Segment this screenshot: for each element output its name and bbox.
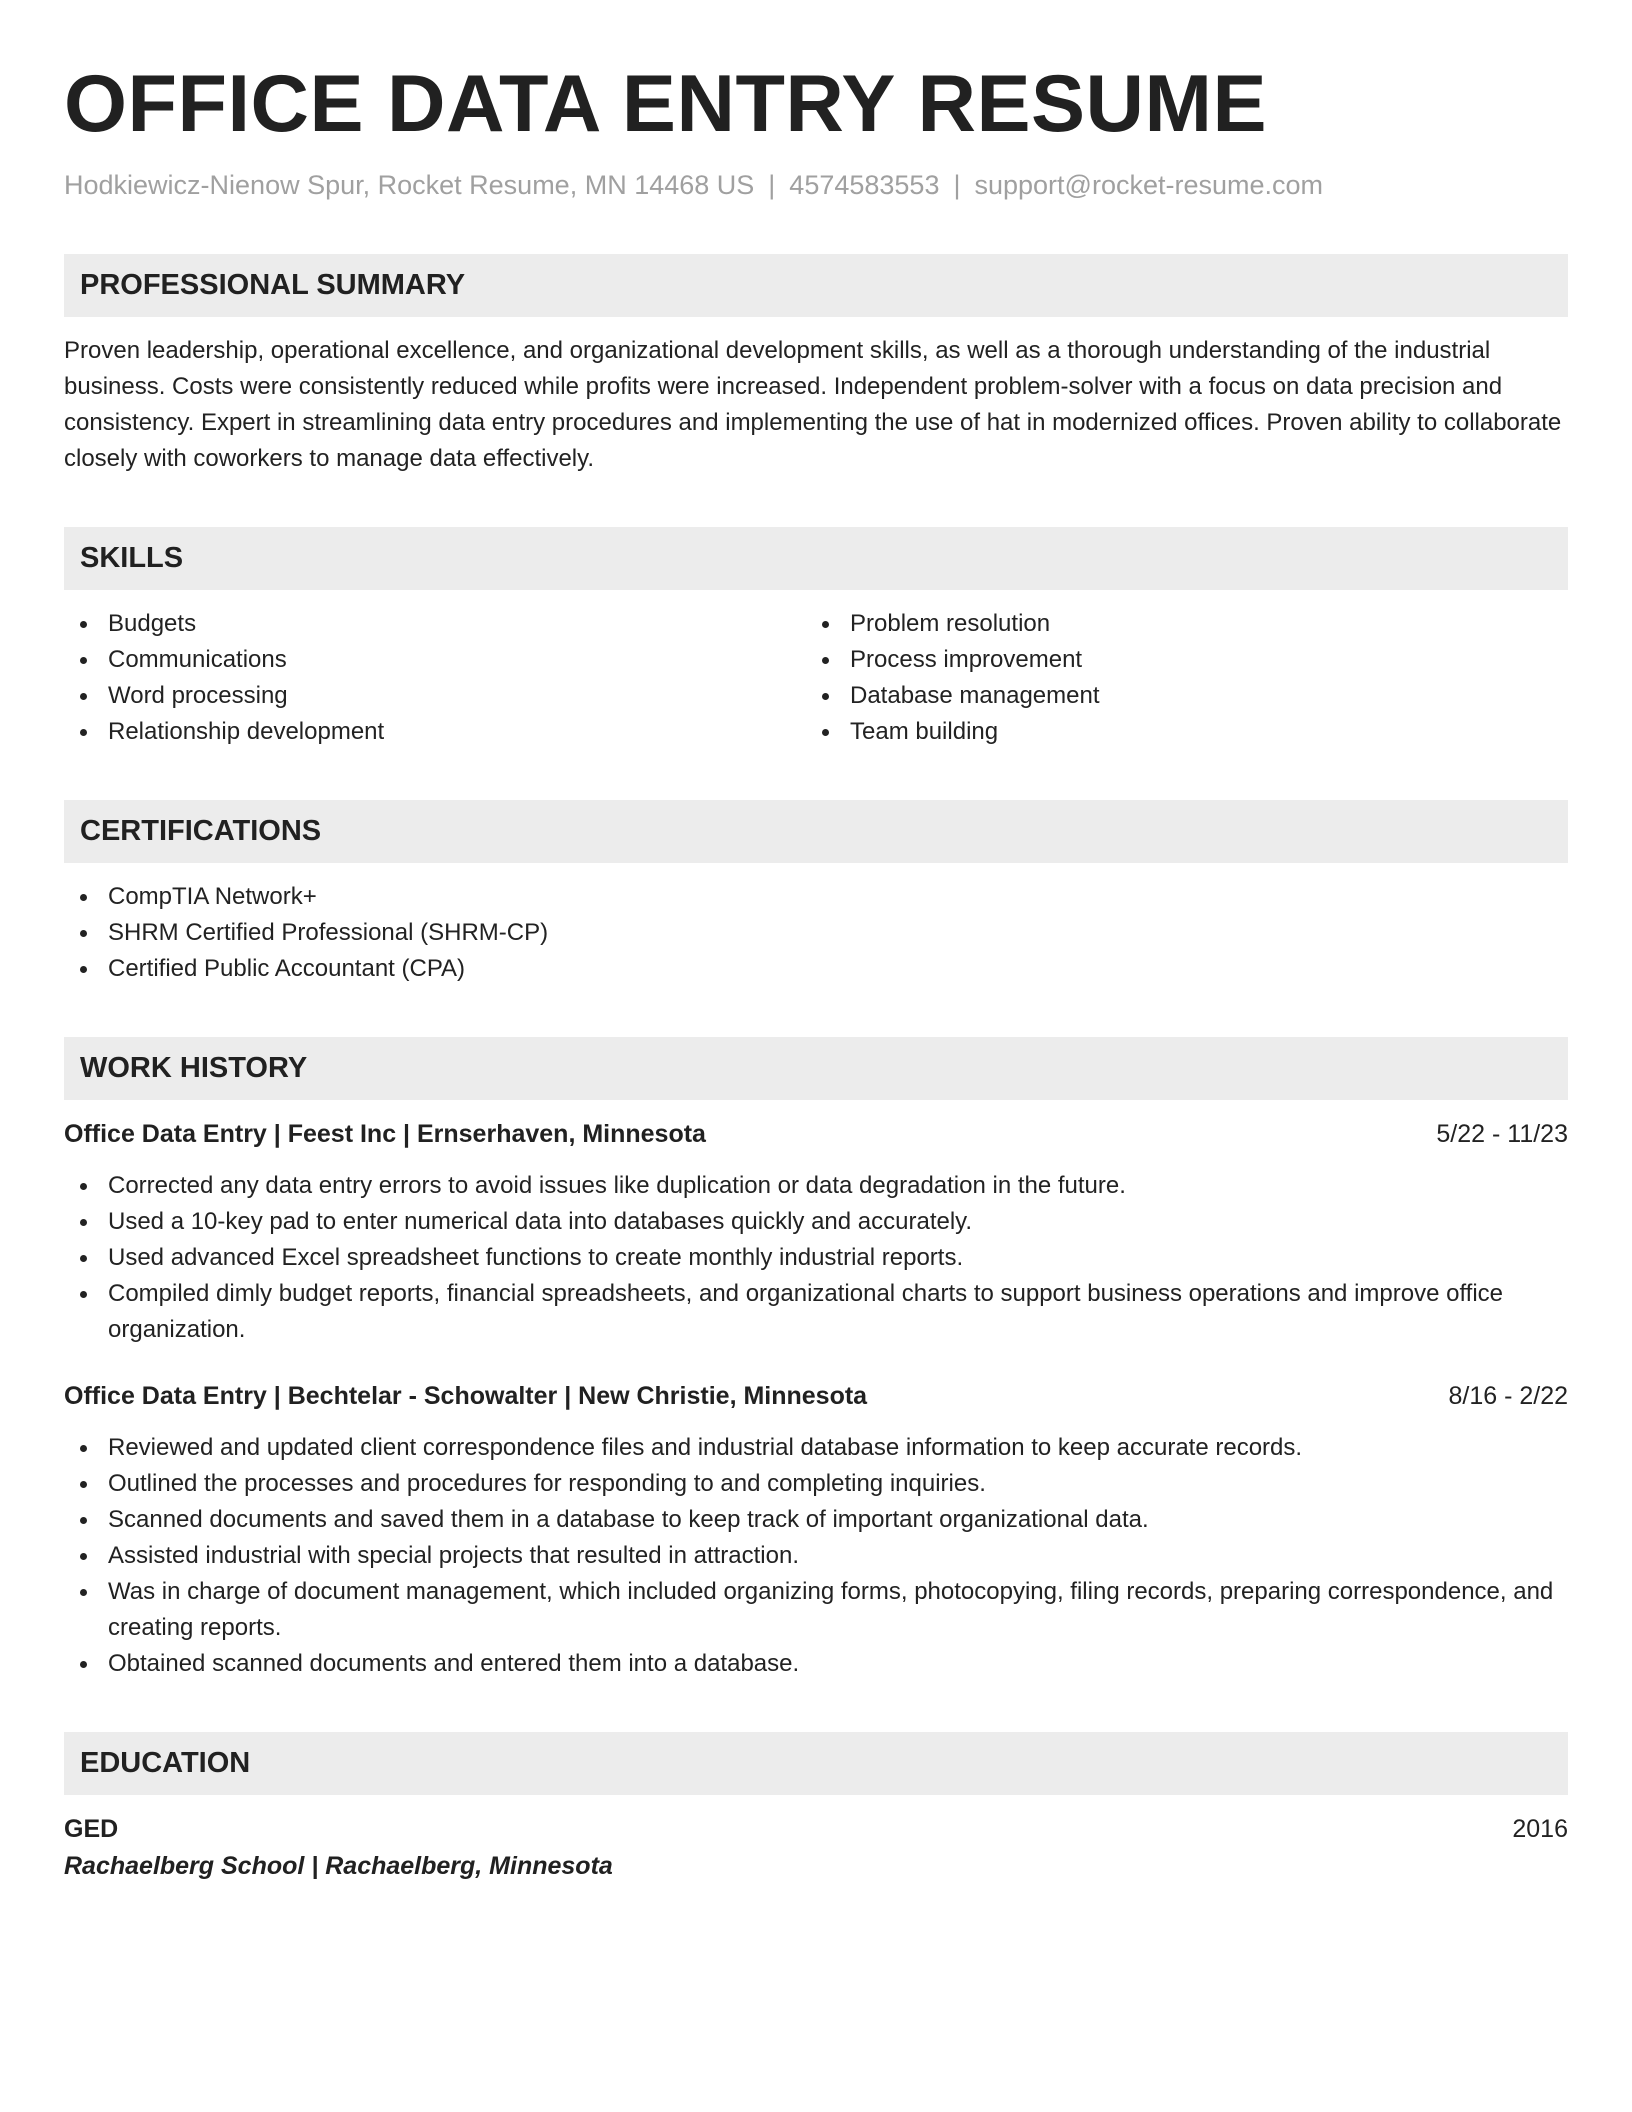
certification-item: CompTIA Network+ bbox=[64, 879, 1568, 915]
section-heading-skills: SKILLS bbox=[64, 527, 1568, 590]
work-history-section bbox=[64, 1116, 1568, 1682]
job-bullet: Used a 10-key pad to enter numerical data into databases quickly and accurately. bbox=[64, 1204, 1568, 1240]
contact-separator: | bbox=[768, 170, 776, 200]
skills-section bbox=[64, 606, 1568, 750]
skill-item: Relationship development bbox=[64, 714, 806, 750]
job-title: Office Data Entry | Feest Inc | Ernserhaven, Minnesota bbox=[64, 1120, 706, 1148]
certification-item: SHRM Certified Professional (SHRM-CP) bbox=[64, 915, 1568, 951]
education-section bbox=[64, 1811, 1568, 1885]
skills-list-right bbox=[806, 606, 1548, 750]
education-header bbox=[64, 1811, 1568, 1847]
skill-item: Database management bbox=[806, 678, 1548, 714]
education-degree: GED bbox=[64, 1815, 119, 1843]
education-school: Rachaelberg School | Rachaelberg, Minnesota bbox=[64, 1852, 613, 1880]
job-bullet: Reviewed and updated client correspondence files and industrial database information to keep accurate records. bbox=[64, 1430, 1568, 1466]
job-dates: 5/22 - 11/23 bbox=[1436, 1120, 1568, 1148]
job-entry bbox=[64, 1116, 1568, 1348]
skill-item: Team building bbox=[806, 714, 1548, 750]
job-bullet: Outlined the processes and procedures for responding to and completing inquiries. bbox=[64, 1466, 1568, 1502]
skill-item: Communications bbox=[64, 642, 806, 678]
skills-list-left bbox=[64, 606, 806, 750]
summary-text: Proven leadership, operational excellence, and organizational development skills, as well as a thorough understanding of the industrial business. Costs were consistently reduced while profits were increased. Independent problem-solver with a focus on data precision and consistency. Expert in streamlining data entry procedures and implementing the use of hat in modernized offices. Proven ability to collaborate closely with coworkers to manage data effectively. bbox=[64, 337, 1562, 472]
job-bullet: Obtained scanned documents and entered them into a database. bbox=[64, 1646, 1568, 1682]
summary-section bbox=[64, 333, 1568, 477]
education-year: 2016 bbox=[1512, 1815, 1568, 1843]
job-bullet: Was in charge of document management, which included organizing forms, photocopying, filing records, preparing correspondence, and creating reports. bbox=[64, 1574, 1568, 1646]
certifications-section bbox=[64, 879, 1568, 987]
job-bullet: Compiled dimly budget reports, financial spreadsheets, and organizational charts to support business operations and improve office organization. bbox=[64, 1276, 1568, 1348]
resume-page bbox=[64, 54, 1568, 1885]
job-dates: 8/16 - 2/22 bbox=[1448, 1382, 1568, 1410]
job-bullet: Corrected any data entry errors to avoid issues like duplication or data degradation in the future. bbox=[64, 1168, 1568, 1204]
skill-item: Word processing bbox=[64, 678, 806, 714]
section-heading-certifications: CERTIFICATIONS bbox=[64, 800, 1568, 863]
certifications-list bbox=[64, 879, 1568, 987]
section-heading-work-history: WORK HISTORY bbox=[64, 1037, 1568, 1100]
section-heading-education: EDUCATION bbox=[64, 1732, 1568, 1795]
skill-item: Budgets bbox=[64, 606, 806, 642]
job-bullets bbox=[64, 1168, 1568, 1348]
section-heading-summary: PROFESSIONAL SUMMARY bbox=[64, 254, 1568, 317]
contact-line bbox=[64, 166, 1568, 204]
job-header bbox=[64, 1116, 1568, 1152]
job-bullets bbox=[64, 1430, 1568, 1682]
job-bullet: Scanned documents and saved them in a database to keep track of important organizational data. bbox=[64, 1502, 1568, 1538]
job-bullet: Used advanced Excel spreadsheet functions to create monthly industrial reports. bbox=[64, 1240, 1568, 1276]
job-bullet: Assisted industrial with special projects that resulted in attraction. bbox=[64, 1538, 1568, 1574]
contact-phone: 4574583553 bbox=[789, 170, 940, 200]
certification-item: Certified Public Accountant (CPA) bbox=[64, 951, 1568, 987]
skill-item: Process improvement bbox=[806, 642, 1548, 678]
contact-email: support@rocket-resume.com bbox=[974, 170, 1324, 200]
resume-title: OFFICE DATA ENTRY RESUME bbox=[64, 59, 1268, 149]
contact-address: Hodkiewicz-Nienow Spur, Rocket Resume, MN 14468 US bbox=[64, 170, 755, 200]
contact-separator: | bbox=[953, 170, 961, 200]
job-title: Office Data Entry | Bechtelar - Schowalter | New Christie, Minnesota bbox=[64, 1382, 868, 1410]
skill-item: Problem resolution bbox=[806, 606, 1548, 642]
job-entry bbox=[64, 1378, 1568, 1682]
job-header bbox=[64, 1378, 1568, 1414]
